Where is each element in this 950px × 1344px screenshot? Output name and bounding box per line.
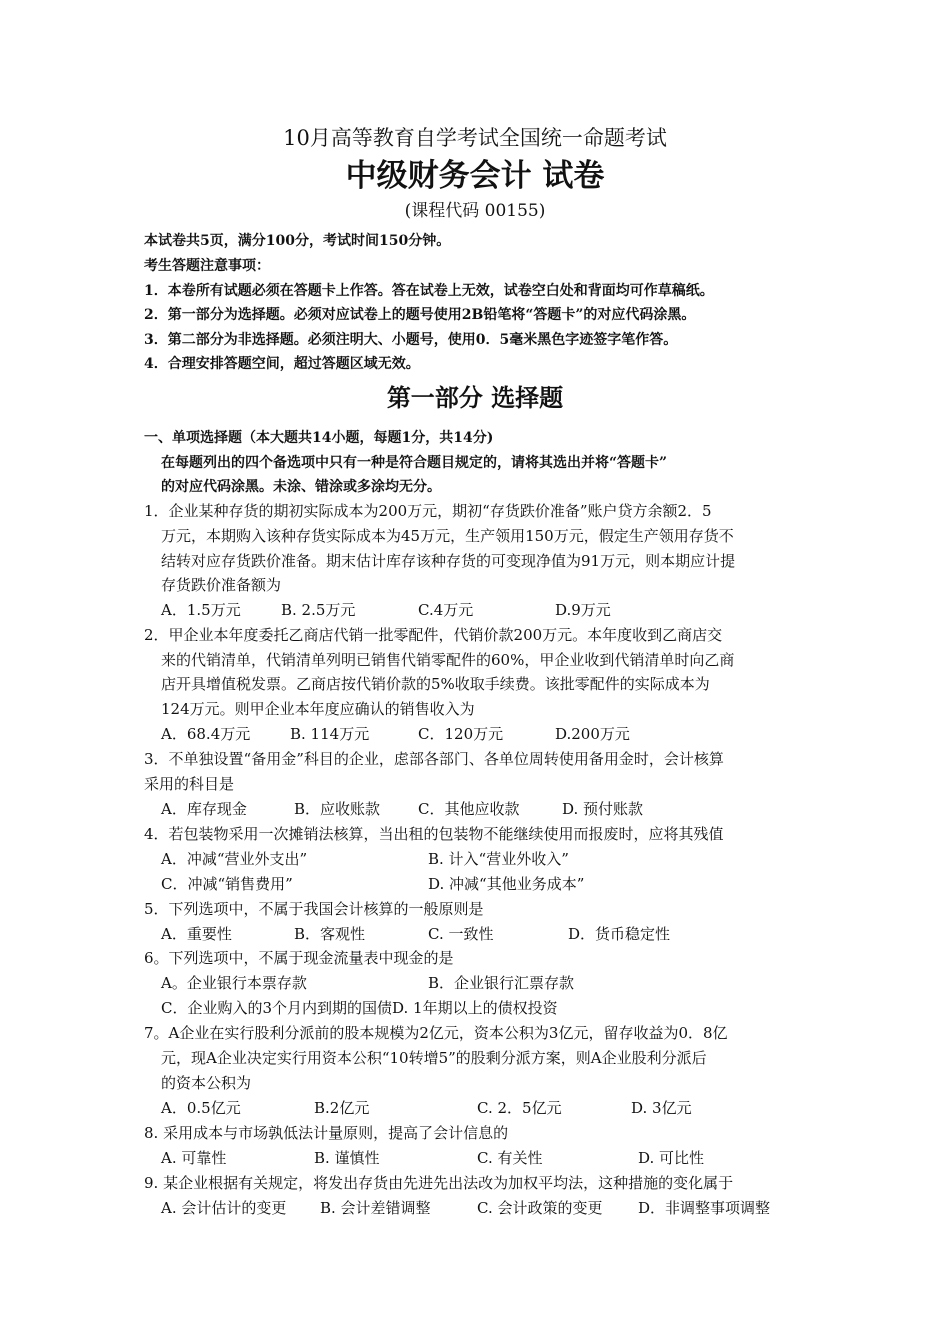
option-a: A．重要性: [161, 925, 232, 943]
option-c: C. 有关性: [477, 1149, 543, 1167]
question-text: 7。A企业在实行股利分派前的股本规模为2亿元，资本公积为3亿元，留存收益为0．8亿: [144, 1024, 728, 1042]
option-b: B. 114万元: [290, 725, 370, 743]
option-c: C.4万元: [418, 601, 474, 619]
option-b: B. 计入“营业外收入”: [428, 850, 569, 868]
option-d: D．非调整事项调整: [638, 1199, 771, 1217]
option-b: B．客观性: [294, 925, 366, 943]
option-c-d: C．企业购入的3个月内到期的国债D. 1年期以上的债权投资: [161, 999, 558, 1017]
question-text: 124万元。则甲企业本年度应确认的销售收入为: [161, 700, 475, 718]
option-d: D. 冲减“其他业务成本”: [428, 875, 585, 893]
question-text: 8. 采用成本与市场孰低法计量原则，提高了会计信息的: [144, 1124, 509, 1142]
part-one-title: 第一部分 选择题: [386, 383, 564, 412]
section-note: 在每题列出的四个备选项中只有一种是符合题目规定的，请将其选出并将“答题卡”: [161, 455, 668, 471]
option-d: D. 预付账款: [562, 800, 644, 818]
question-text: 结转对应存货跌价准备。期末估计库存该种存货的可变现净值为91万元，则本期应计提: [161, 552, 736, 570]
question-text: 5．下列选项中，不属于我国会计核算的一般原则是: [144, 900, 484, 918]
option-a: A. 会计估计的变更: [161, 1199, 287, 1217]
option-b: B．应收账款: [294, 800, 381, 818]
option-b: B. 2.5万元: [281, 601, 356, 619]
exam-title: 10月高等教育自学考试全国统一命题考试: [283, 126, 667, 150]
option-a: A. 可靠性: [161, 1149, 227, 1167]
option-a: A．冲减“营业外支出”: [161, 850, 308, 868]
course-code: (课程代码 00155): [404, 201, 546, 221]
instruction-item: 4．合理安排答题空间，超过答题区域无效。: [144, 356, 420, 372]
option-c: C．120万元: [418, 725, 504, 743]
question-text: 店开具增值税发票。乙商店按代销价款的5%收取手续费。该批零配件的实际成本为: [161, 675, 710, 693]
section-heading: 一、单项选择题（本大题共14小题，每题1分，共14分): [144, 430, 494, 446]
question-text: 1．企业某种存货的期初实际成本为200万元，期初“存货跌价准备”账户贷方余额2．5: [144, 502, 712, 520]
option-d: D. 3亿元: [631, 1099, 692, 1117]
option-a: A。企业银行本票存款: [161, 974, 307, 992]
paper-title: 中级财务会计 试卷: [345, 158, 605, 194]
question-text: 的资本公积为: [161, 1074, 252, 1092]
question-text: 元，现A企业决定实行用资本公积“10转增5”的股剩分派方案，则A企业股利分派后: [161, 1049, 707, 1067]
option-c: C．其他应收款: [418, 800, 520, 818]
section-note: 的对应代码涂黑。未涂、错涂或多涂均无分。: [161, 479, 441, 495]
option-a: A．68.4万元: [161, 725, 251, 743]
question-text: 来的代销清单，代销清单列明已销售代销零配件的60%，甲企业收到代销清单时向乙商: [161, 651, 735, 669]
instruction-item: 1．本卷所有试题必须在答题卡上作答。答在试卷上无效，试卷空白处和背面均可作草稿纸。: [144, 283, 714, 299]
option-d: D．货币稳定性: [568, 925, 671, 943]
question-text: 2．甲企业本年度委托乙商店代销一批零配件，代销价款200万元。本年度收到乙商店交: [144, 626, 723, 644]
option-a: A．库存现金: [161, 800, 247, 818]
question-text: 3．不单独设置“备用金”科目的企业，虑部各部门、各单位周转使用备用金时，会计核算: [144, 750, 724, 768]
question-text: 9. 某企业根据有关规定，将发出存货由先进先出法改为加权平均法，这种措施的变化属于: [144, 1174, 734, 1192]
option-c: C．冲减“销售费用”: [161, 875, 293, 893]
option-b: B. 会计差错调整: [320, 1199, 431, 1217]
option-b: B.2亿元: [314, 1099, 370, 1117]
option-a: A．0.5亿元: [161, 1099, 241, 1117]
option-d: D. 可比性: [638, 1149, 705, 1167]
question-text: 万元，本期购入该种存货实际成本为45万元，生产领用150万元，假定生产领用存货不: [161, 527, 734, 545]
instruction-item: 3．第二部分为非选择题。必须注明大、小题号，使用0．5毫米黑色字迹签字笔作答。: [144, 332, 678, 348]
option-c: C. 一致性: [428, 925, 494, 943]
option-d: D.200万元: [555, 725, 630, 743]
option-a: A．1.5万元: [161, 601, 241, 619]
option-c: C. 会计政策的变更: [477, 1199, 603, 1217]
instructions-heading: 考生答题注意事项：: [144, 258, 270, 274]
option-b: B．企业银行汇票存款: [428, 974, 575, 992]
question-text: 4．若包装物采用一次摊销法核算，当出租的包装物不能继续使用而报废时，应将其残值: [144, 825, 724, 843]
option-c: C. 2．5亿元: [477, 1099, 562, 1117]
instruction-item: 2．第一部分为选择题。必须对应试卷上的题号使用2B铅笔将“答题卡”的对应代码涂黑。: [144, 307, 696, 323]
question-text: 采用的科目是: [144, 775, 235, 793]
question-text: 6。下列选项中，不属于现金流量表中现金的是: [144, 949, 454, 967]
question-text: 存货跌价准备额为: [161, 576, 282, 594]
exam-summary: 本试卷共5页，满分100分，考试时间150分钟。: [144, 233, 451, 249]
option-b: B. 谨慎性: [314, 1149, 380, 1167]
option-d: D.9万元: [555, 601, 611, 619]
